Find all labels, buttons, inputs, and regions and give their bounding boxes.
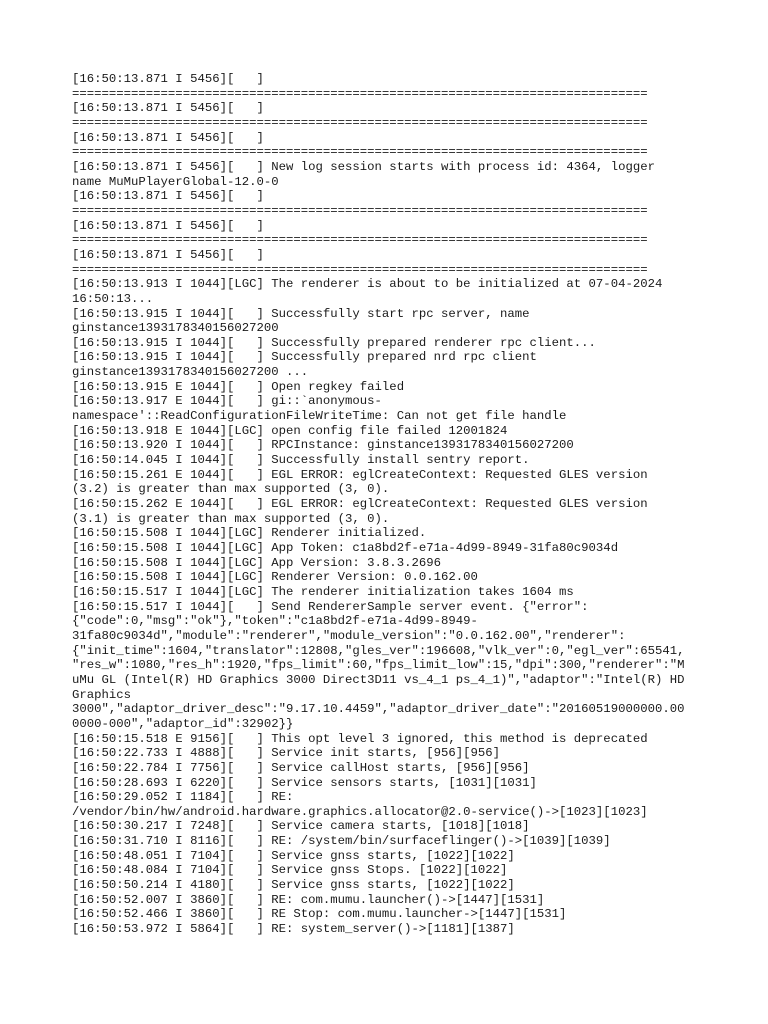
log-line: [16:50:13.871 I 5456][ ] bbox=[72, 189, 264, 204]
log-separator: ============================================================================== bbox=[72, 233, 648, 248]
log-line: [16:50:22.733 I 4888][ ] Service init starts, [956][956] bbox=[72, 746, 501, 761]
log-line: 31fa80c9034d","module":"renderer","module_version":"0.0.162.00","renderer": bbox=[72, 628, 626, 643]
log-line: name MuMuPlayerGlobal-12.0-0 bbox=[72, 174, 279, 189]
log-line: 0000-000","adaptor_id":32902}} bbox=[72, 716, 294, 731]
log-line: [16:50:13.918 E 1044][LGC] open config file failed 12001824 bbox=[72, 423, 508, 438]
log-line: [16:50:15.508 I 1044][LGC] Renderer initialized. bbox=[72, 526, 427, 541]
log-line: [16:50:52.007 I 3860][ ] RE: com.mumu.launcher()->[1447][1531] bbox=[72, 892, 545, 907]
log-line: 3000","adaptor_driver_desc":"9.17.10.4459","adaptor_driver_date":"20160519000000.00 bbox=[72, 702, 685, 717]
log-line: [16:50:13.871 I 5456][ ] bbox=[72, 72, 264, 86]
log-line: [16:50:31.710 I 8116][ ] RE: /system/bin/surfaceflinger()->[1039][1039] bbox=[72, 834, 611, 849]
log-line: [16:50:13.871 I 5456][ ] New log session starts with process id: 4364, logger bbox=[72, 159, 655, 174]
log-line: [16:50:15.517 I 1044][LGC] The renderer initialization takes 1604 ms bbox=[72, 584, 574, 599]
log-line: [16:50:52.466 I 3860][ ] RE Stop: com.mumu.launcher->[1447][1531] bbox=[72, 907, 567, 922]
log-line: [16:50:13.871 I 5456][ ] bbox=[72, 101, 264, 116]
log-separator: ============================================================================== bbox=[72, 86, 648, 101]
log-line: [16:50:13.915 I 1044][ ] Successfully prepared renderer rpc client... bbox=[72, 335, 596, 350]
log-separator: ============================================================================== bbox=[72, 262, 648, 277]
log-line: [16:50:13.913 I 1044][LGC] The renderer is about to be initialized at 07-04-2024 bbox=[72, 277, 663, 292]
log-line: [16:50:50.214 I 4180][ ] Service gnss starts, [1022][1022] bbox=[72, 878, 515, 893]
log-line: {"code":0,"msg":"ok"},"token":"c1a8bd2f-e71a-4d99-8949- bbox=[72, 614, 478, 629]
log-line: ginstance1393178340156027200 bbox=[72, 321, 279, 336]
log-line: ginstance1393178340156027200 ... bbox=[72, 365, 309, 380]
log-line: Graphics bbox=[72, 687, 132, 702]
log-line: [16:50:13.920 I 1044][ ] RPCInstance: ginstance1393178340156027200 bbox=[72, 438, 574, 453]
log-line: [16:50:28.693 I 6220][ ] Service sensors starts, [1031][1031] bbox=[72, 775, 537, 790]
log-line: [16:50:14.045 I 1044][ ] Successfully install sentry report. bbox=[72, 453, 530, 468]
log-line: /vendor/bin/hw/android.hardware.graphics.allocator@2.0-service()->[1023][1023] bbox=[72, 804, 648, 819]
log-line: {"init_time":1604,"translator":12808,"gles_ver":196608,"vlk_ver":0,"egl_ver":65541, bbox=[72, 643, 685, 658]
log-line: [16:50:15.261 E 1044][ ] EGL ERROR: eglCreateContext: Requested GLES version bbox=[72, 467, 648, 482]
log-line: uMu GL (Intel(R) HD Graphics 3000 Direct3D11 vs_4_1 ps_4_1)","adaptor":"Intel(R) HD bbox=[72, 672, 685, 687]
log-line: "res_w":1080,"res_h":1920,"fps_limit":60,"fps_limit_low":15,"dpi":300,"renderer":"M bbox=[72, 658, 685, 673]
log-line: namespace'::ReadConfigurationFileWriteTime: Can not get file handle bbox=[72, 409, 567, 424]
log-line: [16:50:13.871 I 5456][ ] bbox=[72, 247, 264, 262]
log-line: [16:50:22.784 I 7756][ ] Service callHost starts, [956][956] bbox=[72, 760, 530, 775]
log-line: [16:50:48.084 I 7104][ ] Service gnss Stops. [1022][1022] bbox=[72, 863, 508, 878]
log-text bbox=[72, 72, 712, 937]
log-line: [16:50:15.518 E 9156][ ] This opt level 3 ignored, this method is deprecated bbox=[72, 731, 648, 746]
log-line: [16:50:29.052 I 1184][ ] RE: bbox=[72, 790, 294, 805]
log-line: (3.1) is greater than max supported (3, 0). bbox=[72, 511, 390, 526]
log-line: [16:50:13.871 I 5456][ ] bbox=[72, 218, 264, 233]
log-line: [16:50:13.917 E 1044][ ] gi::`anonymous- bbox=[72, 394, 382, 409]
document-page bbox=[72, 72, 712, 937]
log-line: [16:50:15.508 I 1044][LGC] Renderer Version: 0.0.162.00 bbox=[72, 570, 478, 585]
log-separator: ============================================================================== bbox=[72, 145, 648, 160]
log-line: [16:50:13.871 I 5456][ ] bbox=[72, 130, 264, 145]
log-line: [16:50:53.972 I 5864][ ] RE: system_server()->[1181][1387] bbox=[72, 922, 515, 937]
log-line: (3.2) is greater than max supported (3, 0). bbox=[72, 482, 390, 497]
log-separator: ============================================================================== bbox=[72, 115, 648, 130]
log-line: [16:50:15.508 I 1044][LGC] App Token: c1a8bd2f-e71a-4d99-8949-31fa80c9034d bbox=[72, 541, 619, 555]
log-line: [16:50:13.915 I 1044][ ] Successfully start rpc server, name bbox=[72, 306, 530, 321]
log-line: [16:50:13.915 I 1044][ ] Successfully prepared nrd rpc client bbox=[72, 350, 537, 365]
log-line: [16:50:30.217 I 7248][ ] Service camera starts, [1018][1018] bbox=[72, 819, 530, 834]
log-separator: ============================================================================== bbox=[72, 203, 648, 218]
log-line: [16:50:15.508 I 1044][LGC] App Version: 3.8.3.2696 bbox=[72, 555, 441, 570]
log-line: [16:50:15.262 E 1044][ ] EGL ERROR: eglCreateContext: Requested GLES version bbox=[72, 497, 648, 512]
log-line: [16:50:48.051 I 7104][ ] Service gnss starts, [1022][1022] bbox=[72, 848, 515, 863]
log-line: [16:50:13.915 E 1044][ ] Open regkey failed bbox=[72, 379, 405, 394]
log-line: [16:50:15.517 I 1044][ ] Send RendererSample server event. {"error": bbox=[72, 599, 589, 614]
log-line: 16:50:13... bbox=[72, 291, 154, 306]
